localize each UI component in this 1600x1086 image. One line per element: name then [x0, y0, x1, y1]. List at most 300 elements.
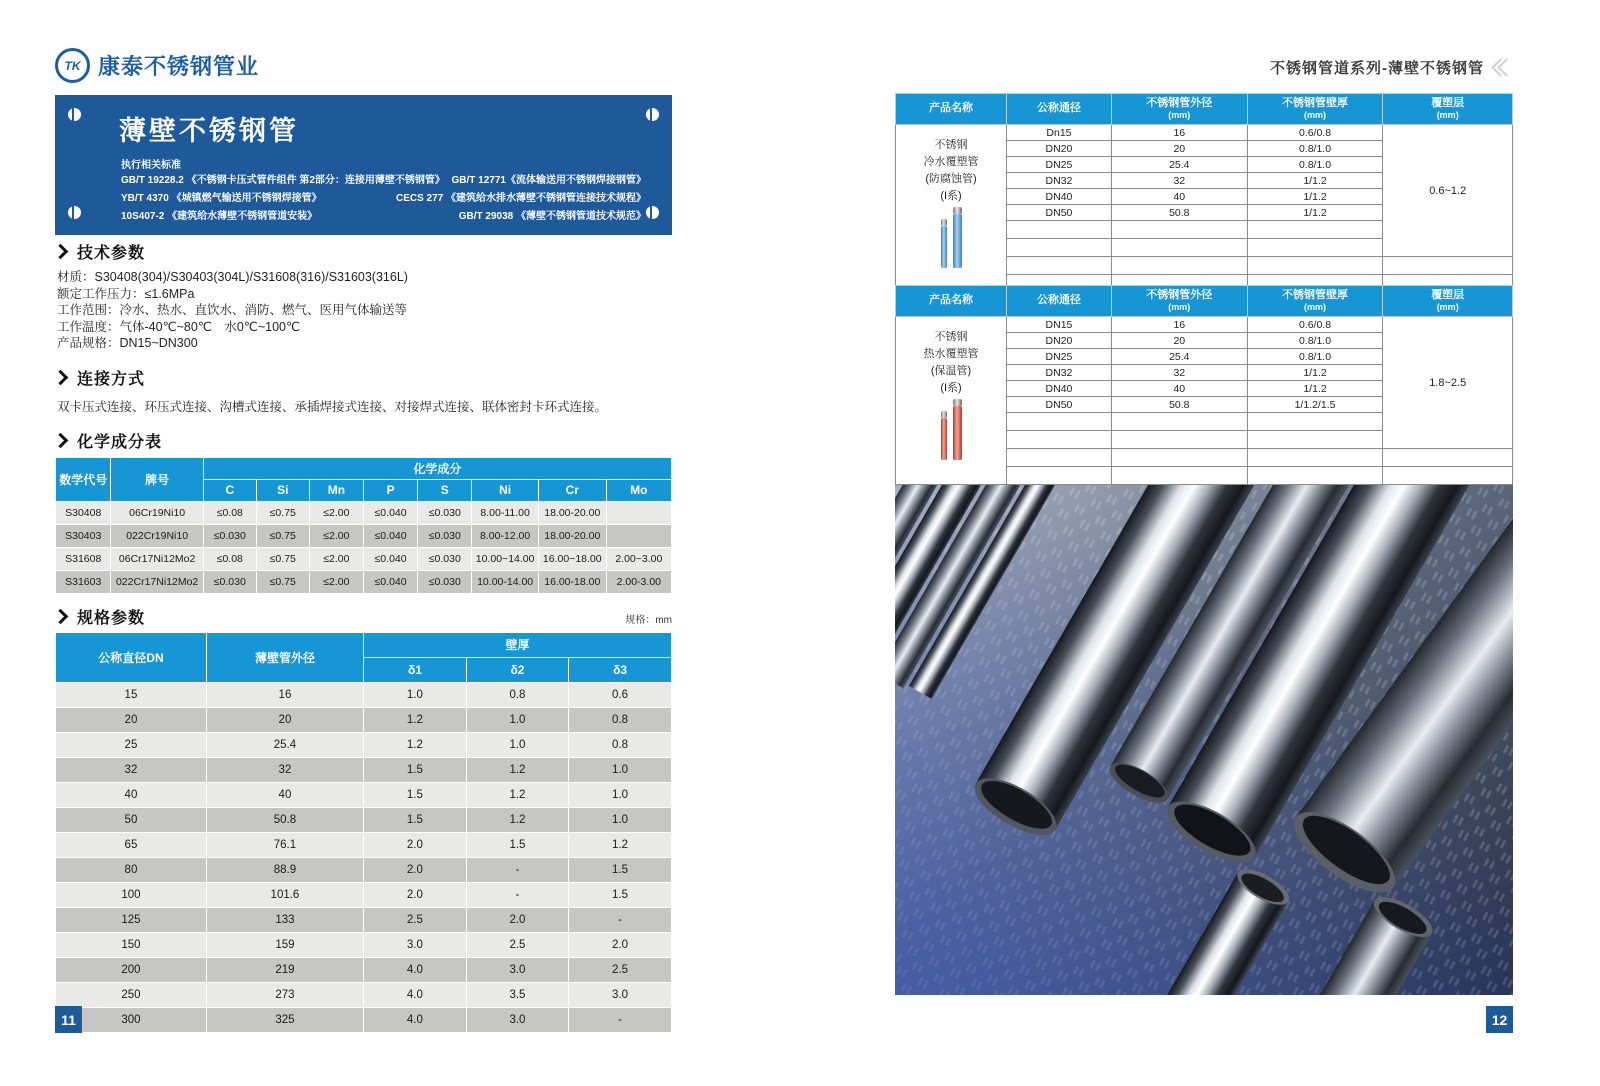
product-name-line: 冷水覆塑管 [923, 156, 979, 168]
product-col-header [1247, 94, 1383, 125]
chevron-right-icon [53, 370, 69, 386]
product-col-label: 覆塑层 [1431, 97, 1465, 109]
dn-cell: DN50 [1007, 397, 1112, 413]
chem-cell: S31608 [56, 547, 111, 570]
empty-cell [1247, 467, 1383, 485]
spec-cell: 0.6 [569, 682, 672, 707]
spec-cell: 3.0 [466, 957, 568, 982]
pipe-icons [896, 214, 1006, 268]
spec-cell: 65 [56, 832, 207, 857]
brand-name: 康泰不锈钢管业 [98, 54, 260, 79]
standards-subtitle: 执行相关标准 [121, 160, 181, 171]
spec-row [56, 907, 672, 932]
chem-cell: ≤2.00 [309, 570, 363, 593]
spec-cell: 100 [56, 882, 207, 907]
product-col-header [1383, 286, 1513, 317]
product-name-line: (I系) [940, 190, 962, 202]
spec-cell: 25 [56, 732, 207, 757]
chem-element-header: Mn [309, 479, 363, 501]
chem-cell: ≤0.75 [256, 501, 309, 524]
spec-cell: 3.0 [466, 1007, 568, 1032]
wall-cell: 1/1.2 [1247, 173, 1383, 189]
spec-cell: 2.0 [569, 932, 672, 957]
chem-cell: 16.00-18.00 [538, 570, 606, 593]
chem-cell: ≤0.040 [363, 501, 417, 524]
spec-cell: 150 [56, 932, 207, 957]
section-spec [55, 608, 145, 626]
spec-cell: 2.0 [363, 857, 466, 882]
chem-cell: 022Cr17Ni12Mo2 [111, 570, 203, 593]
product-col-header [1111, 286, 1247, 317]
product-col-header [1007, 286, 1112, 317]
spec-cell: 101.6 [206, 882, 363, 907]
od-cell: 16 [1111, 125, 1247, 141]
spec-cell: 2.0 [466, 907, 568, 932]
od-cell: 20 [1111, 141, 1247, 157]
chem-cell [606, 501, 671, 524]
spec-cell: 1.5 [363, 757, 466, 782]
empty-cell [1007, 413, 1112, 431]
spec-col-dn: 公称直径DN [56, 632, 207, 682]
standards-row [121, 172, 646, 190]
empty-cell [1111, 413, 1247, 431]
spec-cell: 1.0 [466, 707, 568, 732]
product-col-header [1111, 94, 1247, 125]
spec-cell: 4.0 [363, 957, 466, 982]
product-col-unit: (mm) [1304, 302, 1327, 313]
product-name-line: 不锈钢 [934, 139, 968, 151]
spec-cell: 2.5 [363, 907, 466, 932]
left-page-content [55, 242, 672, 1033]
chem-cell: ≤0.030 [418, 547, 472, 570]
product-col-label: 不锈钢管外径 [1146, 97, 1213, 109]
empty-cell [1007, 431, 1112, 449]
empty-cell [1007, 467, 1112, 485]
chem-cell: ≤0.030 [418, 570, 472, 593]
chevron-right-icon [53, 609, 69, 625]
banner-corner-icon [68, 206, 81, 219]
product-col-header [1247, 286, 1383, 317]
spec-row [56, 857, 672, 882]
empty-cell [1247, 257, 1383, 275]
chem-row [56, 501, 672, 524]
product-col-unit: (mm) [1168, 302, 1191, 313]
wall-cell: 0.8/1.0 [1247, 141, 1383, 157]
empty-cell [1111, 239, 1247, 257]
spec-cell: 325 [206, 1007, 363, 1032]
spec-cell: - [466, 882, 568, 907]
spec-row [56, 732, 672, 757]
standards-row [121, 208, 646, 226]
product-row [896, 317, 1513, 333]
spec-cell: 20 [56, 707, 207, 732]
chem-element-header: P [363, 479, 417, 501]
chevron-right-icon [53, 243, 69, 259]
wall-cell: 1/1.2 [1247, 365, 1383, 381]
spec-cell: 0.8 [569, 732, 672, 757]
spec-cell: 25.4 [206, 732, 363, 757]
product-col-header [896, 94, 1007, 125]
spec-cell: 40 [206, 782, 363, 807]
section-heading: 化学成分表 [77, 434, 163, 451]
spec-cell: 50 [56, 807, 207, 832]
chem-cell: ≤0.040 [363, 547, 417, 570]
spec-cell: 1.5 [569, 857, 672, 882]
spec-row [56, 782, 672, 807]
cold-water-pipe-table-wrap [895, 93, 1513, 293]
od-cell: 25.4 [1111, 349, 1247, 365]
right-page-header [895, 57, 1513, 78]
dn-cell: DN50 [1007, 205, 1112, 221]
od-cell: 40 [1111, 381, 1247, 397]
spec-cell: - [569, 1007, 672, 1032]
spec-row [56, 682, 672, 707]
standard-item: GB/T 19228.2 《不锈钢卡压式管件组件 第2部分：连接用薄壁不锈钢管》 [121, 175, 445, 186]
hot-water-pipe-table-wrap [895, 285, 1513, 485]
section-heading: 技术参数 [77, 244, 146, 262]
spec-cell: 0.8 [466, 682, 568, 707]
spec-row [56, 882, 672, 907]
chem-row [56, 570, 672, 593]
chem-element-header: Mo [606, 479, 671, 501]
page-title: 薄壁不锈钢管 [119, 116, 299, 146]
spec-cell: 1.5 [363, 782, 466, 807]
spec-cell: 1.2 [363, 707, 466, 732]
spec-cell: 20 [206, 707, 363, 732]
spec-cell: 1.0 [569, 757, 672, 782]
cold-water-pipe-table [895, 93, 1513, 293]
empty-cell [1007, 221, 1112, 239]
dn-cell: DN40 [1007, 189, 1112, 205]
chem-cell: ≤0.040 [363, 570, 417, 593]
series-title: 不锈钢管道系列-薄壁不锈钢管 [1270, 60, 1484, 77]
spec-row [56, 957, 672, 982]
standard-item: GB/T 29038 《薄壁不锈钢管道技术规范》 [458, 211, 646, 222]
chem-cell: 2.00-3.00 [606, 570, 671, 593]
spec-row [56, 982, 672, 1007]
wall-cell: 0.6/0.8 [1247, 125, 1383, 141]
spec-cell: 3.5 [466, 982, 568, 1007]
spec-table [55, 632, 672, 1033]
empty-cell [1247, 413, 1383, 431]
empty-cell [1111, 221, 1247, 239]
spec-cell: - [466, 857, 568, 882]
od-cell: 50.8 [1111, 397, 1247, 413]
wall-cell: 1/1.2 [1247, 381, 1383, 397]
pipe-icon [953, 406, 962, 460]
product-col-label: 不锈钢管壁厚 [1282, 289, 1349, 301]
product-col-label: 产品名称 [929, 294, 974, 307]
product-col-header [1007, 94, 1112, 125]
dn-cell: DN32 [1007, 365, 1112, 381]
chem-cell [606, 524, 671, 547]
product-col-unit: (mm) [1436, 110, 1459, 121]
spec-cell: 1.2 [466, 757, 568, 782]
spec-cell: 159 [206, 932, 363, 957]
empty-cell [1007, 257, 1112, 275]
tech-line: 工作温度：气体-40℃~80℃ 水0℃~100℃ [57, 319, 301, 334]
section-tech-params [55, 242, 672, 260]
wall-cell: 1/1.2 [1247, 205, 1383, 221]
unit-note: 规格：mm [625, 614, 672, 626]
chem-cell: 2.00~3.00 [606, 547, 671, 570]
dn-cell: DN15 [1007, 317, 1112, 333]
double-chevron-left-icon [1494, 61, 1513, 74]
product-name-line: (防腐蚀管) [925, 173, 977, 185]
wall-cell: 0.8/1.0 [1247, 333, 1383, 349]
dn-cell: DN25 [1007, 349, 1112, 365]
chem-cell: ≤0.030 [203, 570, 256, 593]
chem-cell: ≤0.75 [256, 547, 309, 570]
standard-item: GB/T 12771《流体输送用不锈钢焊接钢管》 [451, 175, 646, 186]
od-cell: 32 [1111, 365, 1247, 381]
wall-cell: 1/1.2/1.5 [1247, 397, 1383, 413]
chem-cell: ≤0.75 [256, 524, 309, 547]
product-col-label: 覆塑层 [1431, 289, 1465, 301]
spec-cell: 1.0 [569, 782, 672, 807]
spec-row [56, 832, 672, 857]
chem-cell: 8.00-12.00 [472, 524, 539, 547]
empty-cell [1247, 431, 1383, 449]
chem-cell: ≤0.030 [203, 524, 256, 547]
pipe-icon [953, 214, 962, 268]
product-name-cell [896, 317, 1007, 485]
spec-cell: 50.8 [206, 807, 363, 832]
spec-cell: 32 [56, 757, 207, 782]
title-banner [55, 95, 672, 235]
spec-cell: 1.0 [569, 807, 672, 832]
chem-cell: 16.00~18.00 [538, 547, 606, 570]
tech-param-lines [57, 269, 672, 352]
spec-col-od: 薄壁管外径 [206, 632, 363, 682]
connection-text: 双卡压式连接、环压式连接、沟槽式连接、承插焊接式连接、对接焊式连接、联体密封卡环式连接。 [57, 399, 608, 414]
spec-cell: 2.5 [569, 957, 672, 982]
od-cell: 40 [1111, 189, 1247, 205]
dn-cell: DN20 [1007, 141, 1112, 157]
brand-logo [55, 48, 259, 83]
section-heading: 连接方式 [77, 371, 146, 388]
empty-cell [1111, 449, 1247, 467]
spec-cell: 1.0 [466, 732, 568, 757]
chem-element-header: Ni [472, 479, 539, 501]
coating-cell: 1.8~2.5 [1383, 317, 1513, 449]
tech-line: 材质：S30408(304)/S30403(304L)/S31608(316)/S31603(316L) [57, 270, 408, 284]
chem-cell: ≤0.08 [203, 501, 256, 524]
brand-mark-icon: TK [55, 48, 90, 83]
dn-cell: DN25 [1007, 157, 1112, 173]
chem-col-grade: 牌号 [111, 457, 203, 501]
banner-corner-icon [646, 108, 659, 121]
spec-cell: 16 [206, 682, 363, 707]
spec-cell: - [569, 907, 672, 932]
section-connection [55, 369, 672, 387]
chem-cell: S30403 [56, 524, 111, 547]
chem-group-header: 化学成分 [203, 457, 671, 479]
empty-cell [1383, 467, 1513, 485]
hot-water-pipe-table [895, 285, 1513, 485]
dn-cell: Dn15 [1007, 125, 1112, 141]
product-name-line: (保温管) [930, 365, 972, 377]
chem-cell: S30408 [56, 501, 111, 524]
spec-cell: 0.8 [569, 707, 672, 732]
spec-subcol-header: δ1 [363, 657, 466, 682]
chem-cell: ≤0.030 [418, 501, 472, 524]
product-col-header [1383, 94, 1513, 125]
chem-cell: 8.00-11.00 [472, 501, 539, 524]
spec-subcol-header: δ2 [466, 657, 568, 682]
product-col-label: 产品名称 [929, 102, 974, 115]
spec-cell: 1.5 [363, 807, 466, 832]
od-cell: 16 [1111, 317, 1247, 333]
chem-cell: 10.00~14.00 [472, 547, 539, 570]
chevron-right-icon [53, 433, 69, 449]
spec-row [56, 757, 672, 782]
empty-cell [1111, 467, 1247, 485]
od-cell: 20 [1111, 333, 1247, 349]
spec-row [56, 807, 672, 832]
standard-item: YB/T 4370 《城镇燃气输送用不锈钢焊接管》 [121, 193, 322, 204]
product-row [896, 125, 1513, 141]
spec-cell: 2.5 [466, 932, 568, 957]
pipe-icon [941, 418, 947, 460]
spec-cell: 3.0 [569, 982, 672, 1007]
spec-cell: 1.2 [466, 782, 568, 807]
chem-cell: S31603 [56, 570, 111, 593]
spec-cell: 40 [56, 782, 207, 807]
spec-subcol-header: δ3 [569, 657, 672, 682]
chem-row [56, 524, 672, 547]
empty-cell [1111, 257, 1247, 275]
page-number-left: 11 [55, 1006, 82, 1033]
product-name-line: (I系) [940, 382, 962, 394]
chem-cell: 06Cr19Ni10 [111, 501, 203, 524]
product-name-line: 热水覆塑管 [923, 348, 979, 360]
spec-cell: 133 [206, 907, 363, 932]
product-col-label: 不锈钢管壁厚 [1282, 97, 1349, 109]
spec-cell: 125 [56, 907, 207, 932]
chem-cell: 10.00-14.00 [472, 570, 539, 593]
product-col-unit: (mm) [1168, 110, 1191, 121]
spec-cell: 88.9 [206, 857, 363, 882]
section-spec-row [55, 608, 672, 626]
spec-cell: 2.0 [363, 832, 466, 857]
product-name-cell [896, 125, 1007, 293]
chem-cell: 022Cr19Ni10 [111, 524, 203, 547]
chem-element-header: Cr [538, 479, 606, 501]
wall-cell: 0.8/1.0 [1247, 349, 1383, 365]
product-col-label: 公称通径 [1036, 102, 1081, 115]
product-header-row [896, 94, 1513, 125]
spec-cell: 1.5 [466, 832, 568, 857]
chem-cell: ≤0.040 [363, 524, 417, 547]
coating-cell: 0.6~1.2 [1383, 125, 1513, 257]
chem-element-header: C [203, 479, 256, 501]
spec-cell: 200 [56, 957, 207, 982]
empty-cell [1111, 431, 1247, 449]
chem-cell: ≤2.00 [309, 547, 363, 570]
chem-cell: ≤0.08 [203, 547, 256, 570]
standard-item: CECS 277 《建筑给水排水薄壁不锈钢管连接技术规程》 [395, 193, 646, 204]
product-col-header [896, 286, 1007, 317]
spec-cell: 300 [56, 1007, 207, 1032]
spec-cell: 15 [56, 682, 207, 707]
chemical-table [55, 457, 672, 594]
wall-cell: 1/1.2 [1247, 189, 1383, 205]
page-number-right: 12 [1486, 1006, 1513, 1033]
product-col-unit: (mm) [1436, 302, 1459, 313]
spec-cell: 1.2 [569, 832, 672, 857]
spec-cell: 2.0 [363, 882, 466, 907]
pipes-photo [895, 485, 1513, 995]
od-cell: 32 [1111, 173, 1247, 189]
spec-row [56, 707, 672, 732]
spec-cell: 76.1 [206, 832, 363, 857]
spec-cell: 80 [56, 857, 207, 882]
chem-row [56, 547, 672, 570]
standards-list [121, 172, 646, 226]
spec-row [56, 932, 672, 957]
dn-cell: DN40 [1007, 381, 1112, 397]
chem-element-header: S [418, 479, 472, 501]
od-cell: 25.4 [1111, 157, 1247, 173]
dn-cell: DN32 [1007, 173, 1112, 189]
empty-cell [1247, 449, 1383, 467]
spec-cell: 1.2 [466, 807, 568, 832]
empty-cell [1007, 449, 1112, 467]
banner-corner-icon [68, 108, 81, 121]
tech-line: 额定工作压力：≤1.6MPa [57, 286, 195, 301]
tech-line: 产品规格：DN15~DN300 [57, 336, 198, 350]
product-col-label: 不锈钢管外径 [1146, 289, 1213, 301]
spec-cell: 273 [206, 982, 363, 1007]
spec-cell: 1.0 [363, 682, 466, 707]
empty-cell [1247, 221, 1383, 239]
standard-item: 10S407-2 《建筑给水薄壁不锈钢管道安装》 [121, 211, 318, 222]
spec-cell: 4.0 [363, 982, 466, 1007]
pipe-icon [941, 226, 947, 268]
product-header-row [896, 286, 1513, 317]
chem-cell: 18.00-20.00 [538, 501, 606, 524]
chem-element-header: Si [256, 479, 309, 501]
wall-cell: 0.8/1.0 [1247, 157, 1383, 173]
dn-cell: DN20 [1007, 333, 1112, 349]
chem-cell: ≤2.00 [309, 524, 363, 547]
spec-cell: 1.2 [363, 732, 466, 757]
section-heading: 规格参数 [77, 610, 146, 627]
spec-cell: 250 [56, 982, 207, 1007]
chem-cell: 06Cr17Ni12Mo2 [111, 547, 203, 570]
spec-row [56, 1007, 672, 1032]
chem-cell: 18.00-20.00 [538, 524, 606, 547]
spec-cell: 32 [206, 757, 363, 782]
product-name-line: 不锈钢 [934, 331, 968, 343]
product-col-unit: (mm) [1304, 110, 1327, 121]
spec-cell: 3.0 [363, 932, 466, 957]
chem-cell: ≤0.030 [418, 524, 472, 547]
chem-col-code: 数学代号 [56, 457, 111, 501]
section-chemical [55, 432, 672, 450]
empty-cell [1007, 239, 1112, 257]
standards-row [121, 190, 646, 208]
od-cell: 50.8 [1111, 205, 1247, 221]
product-col-label: 公称通径 [1036, 294, 1081, 307]
chem-cell: ≤0.75 [256, 570, 309, 593]
empty-cell [1247, 239, 1383, 257]
empty-cell [1383, 449, 1513, 467]
wall-cell: 0.6/0.8 [1247, 317, 1383, 333]
spec-cell: 219 [206, 957, 363, 982]
spec-cell: 4.0 [363, 1007, 466, 1032]
